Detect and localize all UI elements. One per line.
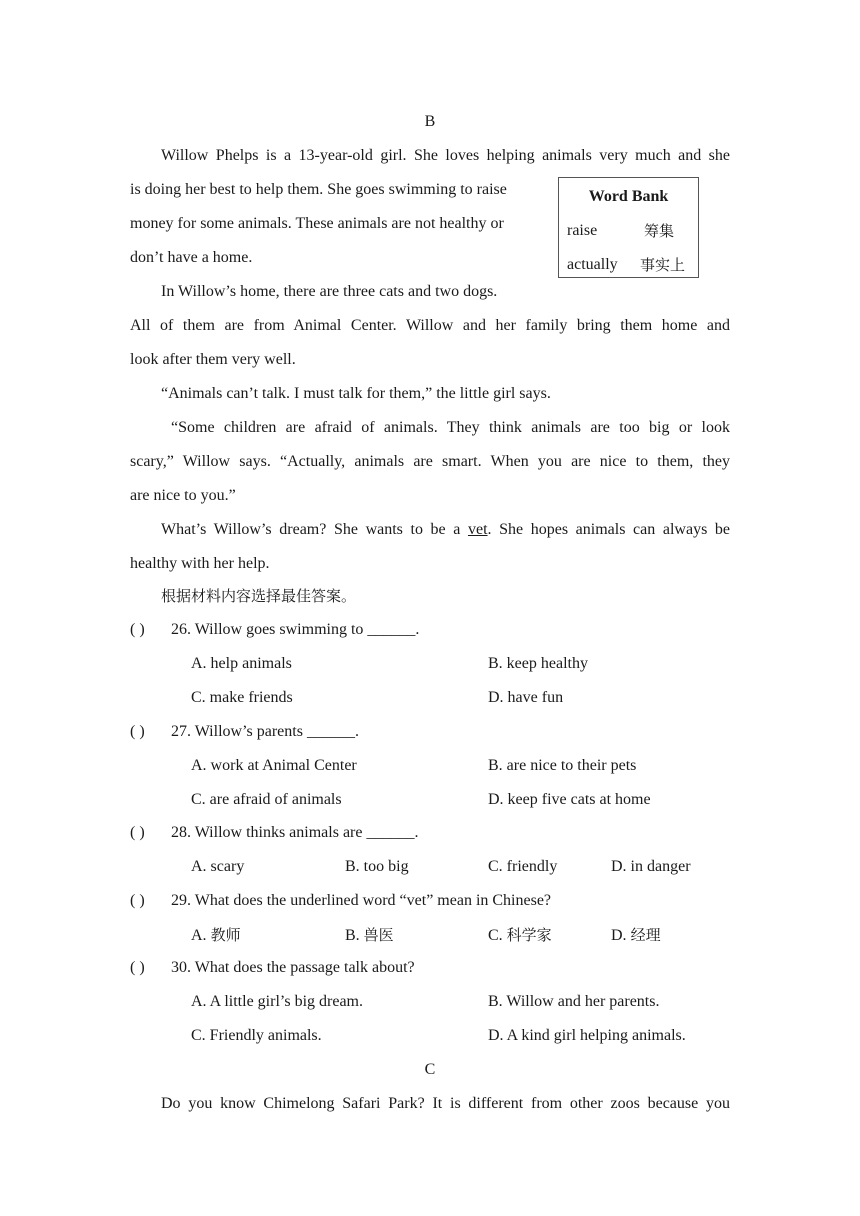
option-d	[611, 925, 661, 946]
question-27: 27. Willow’s parents ______.	[171, 723, 359, 740]
passage-line: Willow Phelps is a 13-year-old girl. She loves helping animals very much and she	[161, 147, 730, 164]
passage-line	[161, 520, 730, 540]
option-c: C. Friendly animals.	[191, 1027, 322, 1044]
option-d: D. A kind girl helping animals.	[488, 1027, 686, 1044]
option-text: 教师	[210, 926, 241, 944]
passage-line: scary,” Willow says. “Actually, animals are smart. When you are nice to them, they	[130, 453, 730, 470]
option-c: C. make friends	[191, 689, 293, 706]
question-29: 29. What does the underlined word “vet” mean in Chinese?	[171, 892, 552, 909]
option-d: D. keep five cats at home	[488, 791, 651, 808]
section-heading-b: B	[424, 113, 436, 130]
option-letter: D.	[611, 927, 627, 944]
word-bank-meaning: 事实上	[640, 256, 686, 274]
option-letter: A.	[191, 927, 207, 944]
question-28: 28. Willow thinks animals are ______.	[171, 824, 419, 841]
passage-line: is doing her best to help them. She goes swimming to raise	[130, 181, 507, 198]
passage-line: don’t have a home.	[130, 249, 253, 266]
option-b	[345, 925, 394, 946]
answer-blank: ( )	[130, 892, 145, 909]
word-bank-word: actually	[567, 256, 618, 273]
option-text: 科学家	[506, 926, 552, 944]
option-a: A. scary	[191, 858, 245, 875]
word-bank-meaning: 筹集	[644, 222, 675, 240]
passage-text: . She hopes animals can always be	[487, 521, 731, 538]
option-d: D. have fun	[488, 689, 564, 706]
option-b: B. Willow and her parents.	[488, 993, 660, 1010]
passage-text: What’s Willow’s dream? She wants to be a	[161, 521, 468, 538]
passage-line: “Animals can’t talk. I must talk for them,” the little girl says.	[161, 385, 551, 402]
passage-line: Do you know Chimelong Safari Park? It is different from other zoos because you	[161, 1095, 730, 1112]
option-c	[488, 925, 552, 946]
option-letter: C.	[488, 927, 503, 944]
option-text: 经理	[630, 926, 661, 944]
underlined-word-vet: vet	[467, 521, 488, 538]
passage-line: All of them are from Animal Center. Willow and her family bring them home and	[130, 317, 730, 334]
passage-line: look after them very well.	[130, 351, 296, 368]
passage-line: “Some children are afraid of animals. They think animals are too big or look	[171, 419, 730, 436]
question-30: 30. What does the passage talk about?	[171, 959, 415, 976]
option-c: C. are afraid of animals	[191, 791, 342, 808]
passage-line: healthy with her help.	[130, 555, 270, 572]
section-heading-c: C	[424, 1061, 436, 1078]
word-bank-title: Word Bank	[588, 188, 669, 205]
passage-line: In Willow’s home, there are three cats and two dogs.	[161, 283, 498, 300]
option-c: C. friendly	[488, 858, 558, 875]
option-text: 兽医	[363, 926, 394, 944]
answer-blank: ( )	[130, 824, 145, 841]
question-26: 26. Willow goes swimming to ______.	[171, 621, 420, 638]
passage-line: are nice to you.”	[130, 487, 236, 504]
option-b: B. are nice to their pets	[488, 757, 637, 774]
option-a: A. help animals	[191, 655, 292, 672]
option-a: A. work at Animal Center	[191, 757, 357, 774]
option-b: B. too big	[345, 858, 409, 875]
option-letter: B.	[345, 927, 360, 944]
option-a: A. A little girl’s big dream.	[191, 993, 363, 1010]
option-b: B. keep healthy	[488, 655, 588, 672]
option-a	[191, 925, 241, 946]
option-d: D. in danger	[611, 858, 691, 875]
word-bank-box	[558, 177, 699, 278]
answer-blank: ( )	[130, 723, 145, 740]
passage-line: money for some animals. These animals are not healthy or	[130, 215, 504, 232]
answer-blank: ( )	[130, 959, 145, 976]
word-bank-word: raise	[567, 222, 598, 239]
instruction-text: 根据材料内容选择最佳答案。	[161, 587, 357, 605]
answer-blank: ( )	[130, 621, 145, 638]
